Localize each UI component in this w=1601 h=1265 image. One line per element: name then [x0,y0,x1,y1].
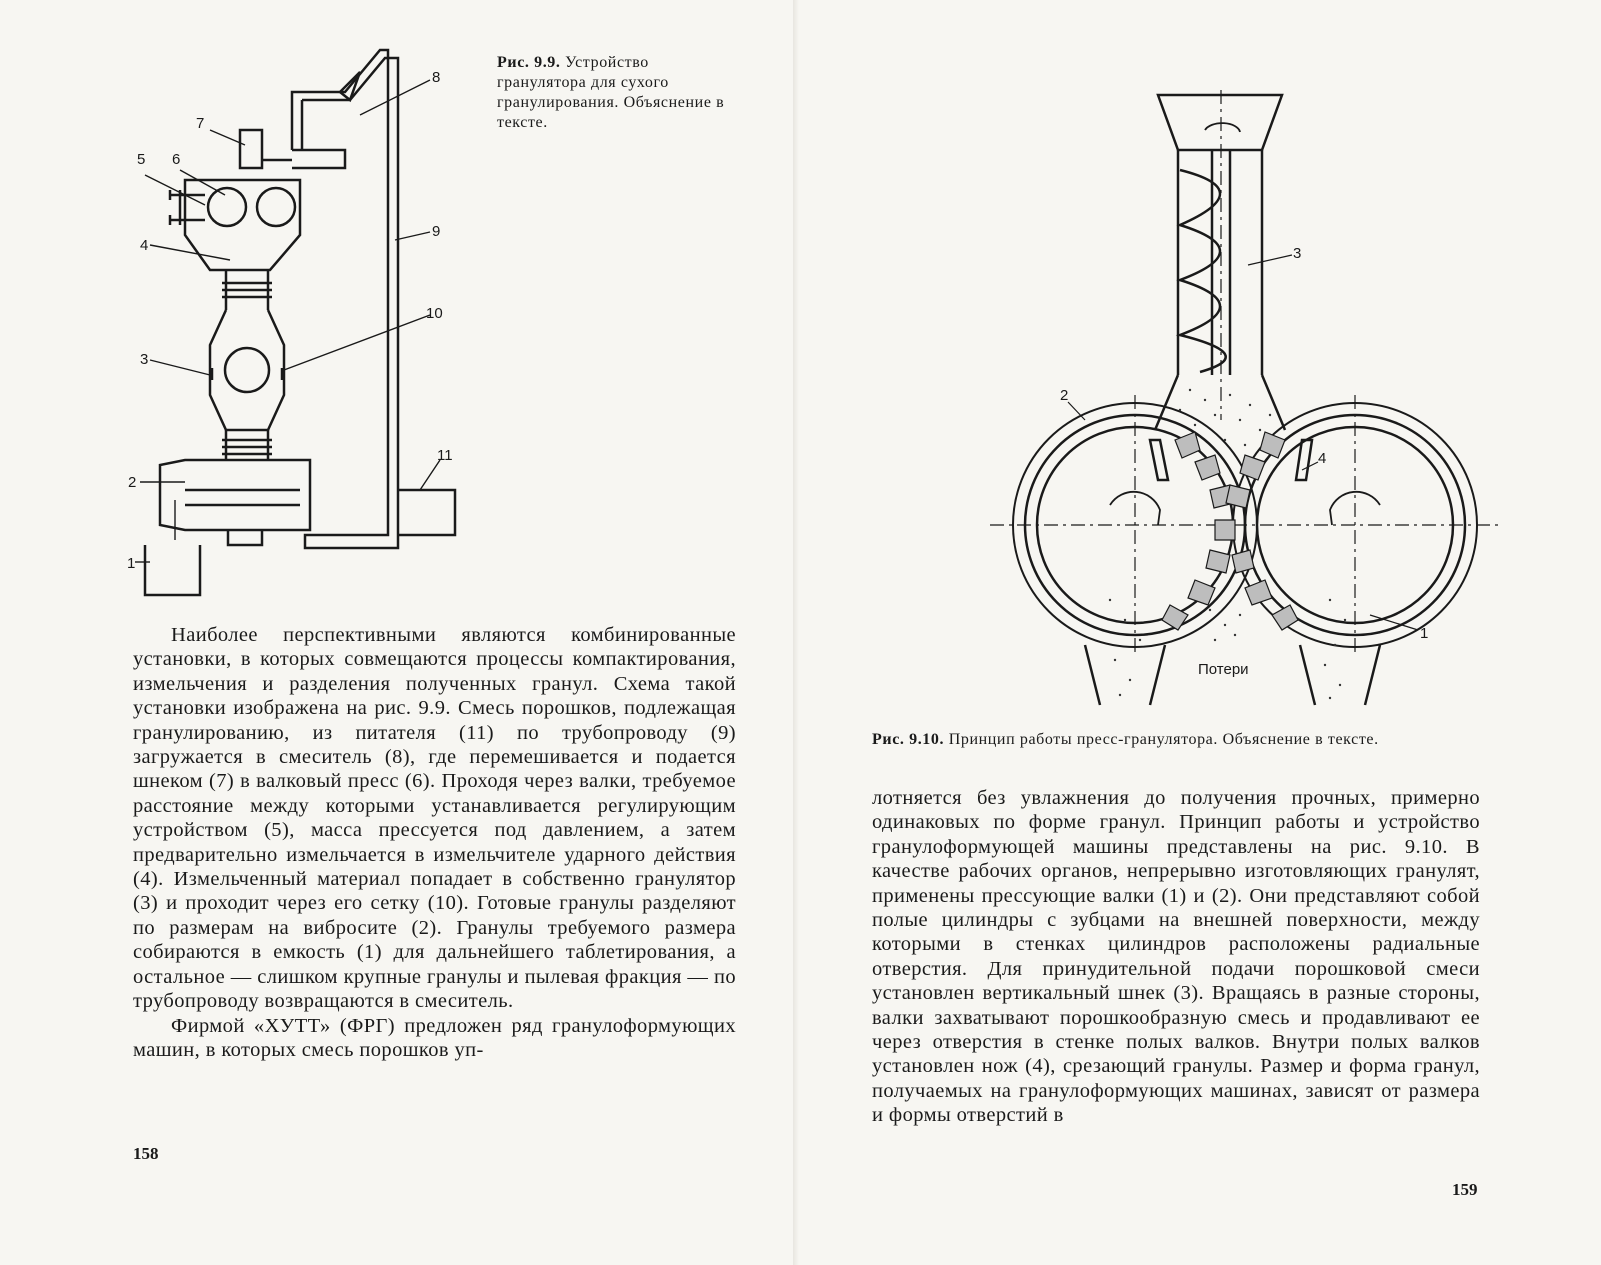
fig-9-9-label-5: 5 [137,151,146,168]
figure-9-9-number: Рис. 9.9. [497,54,561,71]
right-paragraph-1: лотняется без увлажнения до получения прочных, примерно одинаковых по форме гранул. Принцип работы и устройство гранулоформующей машины представлены на рис. 9.10. В качестве рабочих органов, непрерывно изготовляющих гранулят, применены прессующие валки (1) и (2). Они представляют собой полые цилиндры с зубцами на внешней поверхности, между которыми в стенках цилиндров расположены радиальные отверстия. Для принудительной подачи порошковой смеси установлен вертикальный шнек (3). Вращаясь в разные стороны, валки захватывают порошкообразную смесь и продавливают ее через отверстия в стенке полых валков. Внутри полых валков установлен нож (4), срезающий гранулы. Размер и форма гранул, получаемых на гранулоформующих машинах, зависят от размера и формы отверстий в [872,787,1480,1127]
left-paragraph-1: Наиболее перспективными являются комбинированные установки, в которых совмещаются процессы компактирования, измельчения и разделения полученных гранул. Схема такой установки изображена на рис. 9.9. Смесь порошков, подлежащая гранулированию, из питателя (11) по трубопроводу (9) загружается в смеситель (8), где перемешивается и подается шнеком (7) в валковый пресс (6). Проходя через валки, требуемое расстояние между которыми устанавливается регулирующим устройством (5), масса прессуется под давлением, а затем предварительно измельчается в измельчителе ударного действия (4). Измельченный материал попадает в собственно гранулятор (3) и проходит через его сетку (10). Готовые гранулы разделяют по размерам на вибросите (2). Гранулы требуемого размера собираются в емкость (1) для дальнейшего таблетирования, а остальное — слишком крупные гранулы и пылевая фракция — по трубопроводу возвращаются в смеситель. [133,624,736,1013]
fig-9-9-label-10: 10 [426,305,443,322]
fig-9-9-label-6: 6 [172,151,181,168]
figure-9-10-number: Рис. 9.10. [872,731,945,748]
fig-9-9-label-4: 4 [140,237,149,254]
right-body-text [872,786,1480,1128]
left-paragraph-2: Фирмой «ХУТТ» (ФРГ) предложен ряд гранулоформующих машин, в которых смесь порошков уп- [133,1014,736,1061]
fig-9-9-label-11: 11 [437,447,453,464]
fig-9-10-label-2: 2 [1060,387,1069,404]
figure-9-9-caption-text: Устройство гранулятора для сухого гранулирования. Объяснение в тексте. [497,54,725,131]
fig-9-9-label-8: 8 [432,69,441,86]
figure-9-10-caption [872,730,1480,750]
left-body-text [133,623,736,1062]
fig-9-10-label-3: 3 [1293,245,1302,262]
fig-9-9-label-9: 9 [432,223,441,240]
fig-9-9-label-3: 3 [140,351,149,368]
fig-9-9-label-2: 2 [128,474,137,491]
fig-9-10-label-1: 1 [1420,625,1429,642]
page-number-right: 159 [1452,1180,1478,1199]
fig-9-10-label-4: 4 [1318,450,1327,467]
page-number-left: 158 [133,1144,159,1163]
fig-9-9-label-7: 7 [196,115,205,132]
fig-9-10-loss-label: Потери [1198,661,1249,678]
figure-9-10-caption-text: Принцип работы пресс-гранулятора. Объяснение в тексте. [944,731,1379,748]
fig-9-9-label-1: 1 [127,555,136,572]
